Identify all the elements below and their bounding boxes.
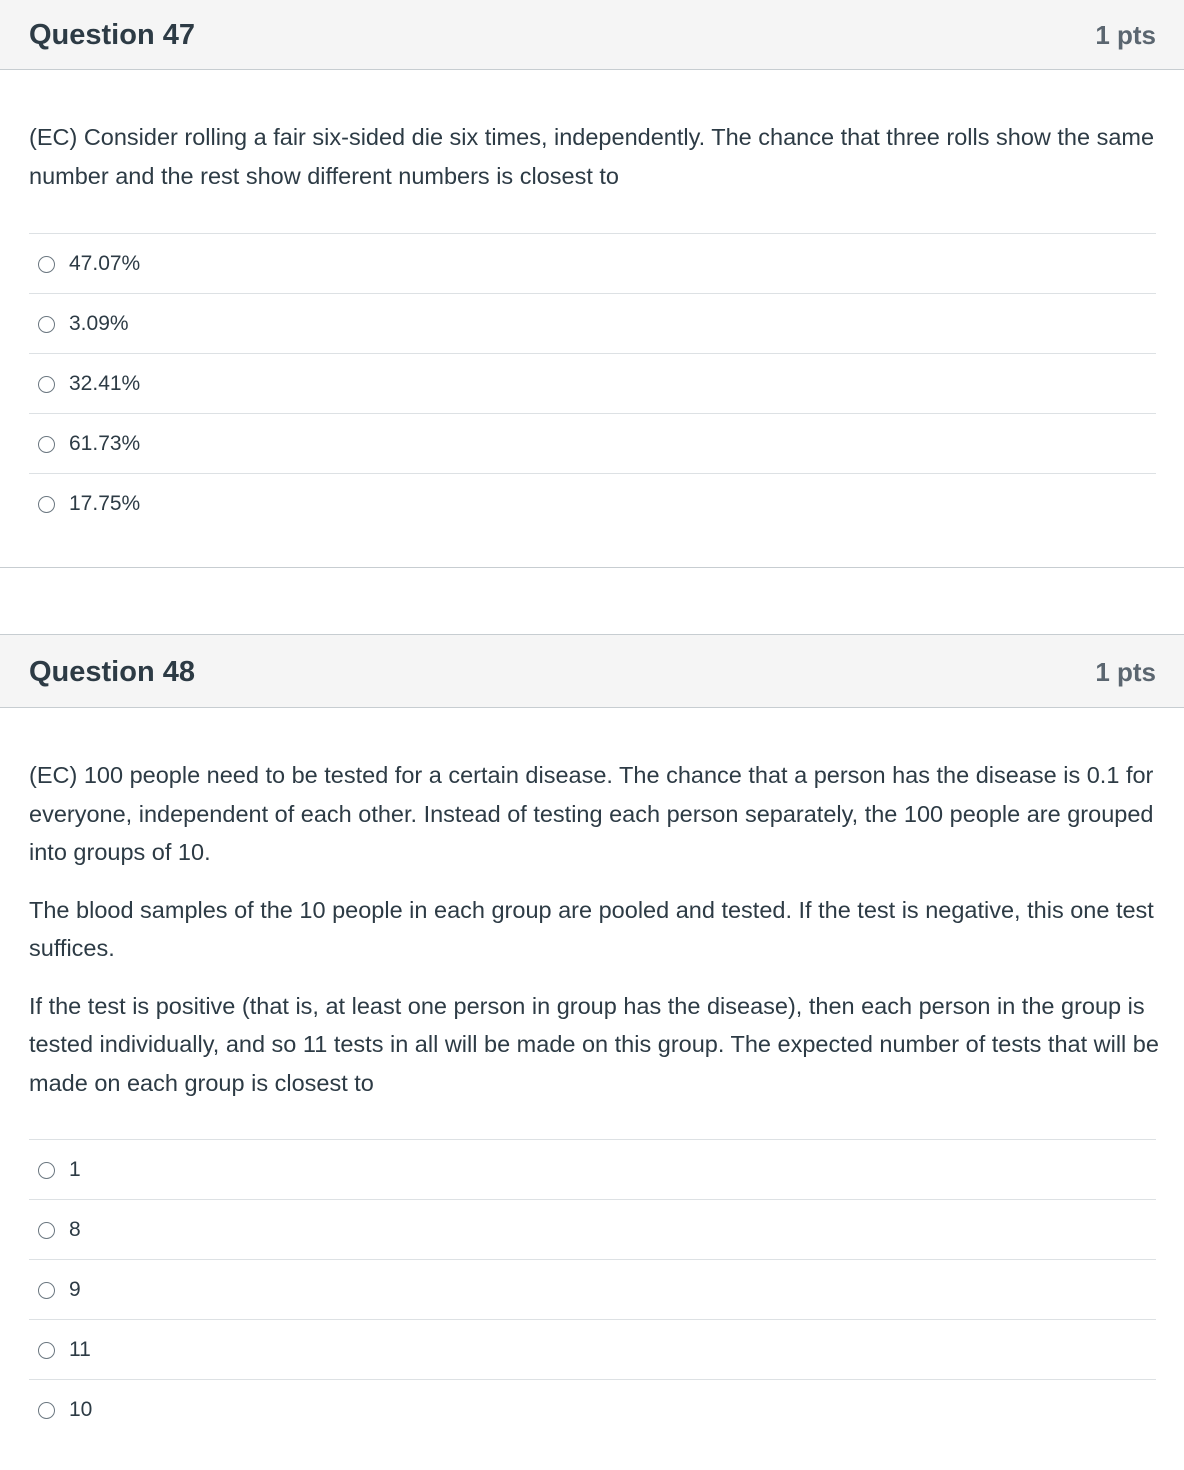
answer-option[interactable] (29, 294, 1156, 354)
answer-label[interactable]: 11 (69, 1337, 91, 1361)
answer-label[interactable]: 3.09% (69, 311, 129, 335)
question-48 (0, 634, 1184, 1470)
answer-option[interactable] (29, 354, 1156, 414)
question-paragraph: (EC) Consider rolling a fair six-sided die six times, independently. The chance that three rolls show the same number and the rest show different numbers is closest to (29, 124, 1155, 189)
radio-button[interactable] (38, 316, 55, 333)
radio-button[interactable] (38, 1282, 55, 1299)
radio-button[interactable] (38, 1162, 55, 1179)
answer-list (29, 1139, 1156, 1440)
answer-label[interactable]: 8 (69, 1217, 81, 1241)
question-points: 1 pts (1095, 20, 1156, 50)
question-title: Question 47 (29, 19, 195, 51)
answer-label[interactable]: 17.75% (69, 492, 141, 515)
answer-option[interactable] (29, 1140, 1156, 1200)
radio-button[interactable] (38, 376, 55, 393)
question-header (0, 634, 1184, 708)
answer-option[interactable] (29, 234, 1156, 294)
answer-label[interactable]: 47.07% (69, 251, 141, 275)
answer-list (29, 233, 1156, 534)
question-header (0, 0, 1184, 70)
answer-label[interactable]: 61.73% (69, 431, 141, 455)
question-paragraph: (EC) 100 people need to be tested for a certain disease. The chance that a person has the disease is 0.1 for everyone, independent of each other. Instead of testing each person separately, the 100 people are grouped into groups of 10. (29, 762, 1154, 865)
question-text (29, 756, 1159, 1121)
radio-button[interactable] (38, 436, 55, 453)
radio-button[interactable] (38, 496, 55, 513)
question-paragraph: If the test is positive (that is, at least one person in group has the disease), then each person in the group is tested individually, and so 11 tests in all will be made on this group. The expected number of tests that will be made on each group is closest to (29, 992, 1159, 1096)
answer-label[interactable]: 32.41% (69, 371, 141, 395)
radio-button[interactable] (38, 1222, 55, 1239)
radio-button[interactable] (38, 1342, 55, 1359)
question-paragraph: The blood samples of the 10 people in each group are pooled and tested. If the test is negative, this one test suffices. (29, 896, 1154, 961)
question-points: 1 pts (1095, 657, 1156, 687)
answer-option[interactable] (29, 1200, 1156, 1260)
question-text (29, 118, 1159, 214)
answer-option[interactable] (29, 414, 1156, 474)
answer-label[interactable]: 10 (69, 1398, 93, 1421)
answer-label[interactable]: 1 (69, 1157, 81, 1181)
answer-option[interactable] (29, 474, 1156, 534)
answer-label[interactable]: 9 (69, 1277, 81, 1301)
answer-option[interactable] (29, 1260, 1156, 1320)
radio-button[interactable] (38, 1402, 55, 1419)
answer-option[interactable] (29, 1320, 1156, 1380)
answer-option[interactable] (29, 1380, 1156, 1440)
question-47 (0, 0, 1184, 568)
radio-button[interactable] (38, 256, 55, 273)
question-title: Question 48 (29, 656, 195, 688)
